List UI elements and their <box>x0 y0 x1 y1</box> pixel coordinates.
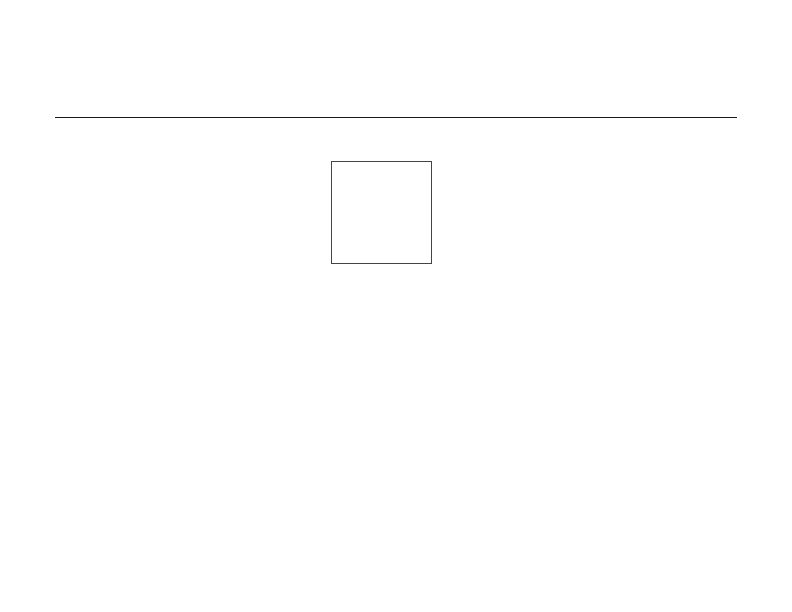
header-divider <box>55 117 737 118</box>
legend <box>331 161 432 264</box>
mortality-chart <box>428 122 792 458</box>
